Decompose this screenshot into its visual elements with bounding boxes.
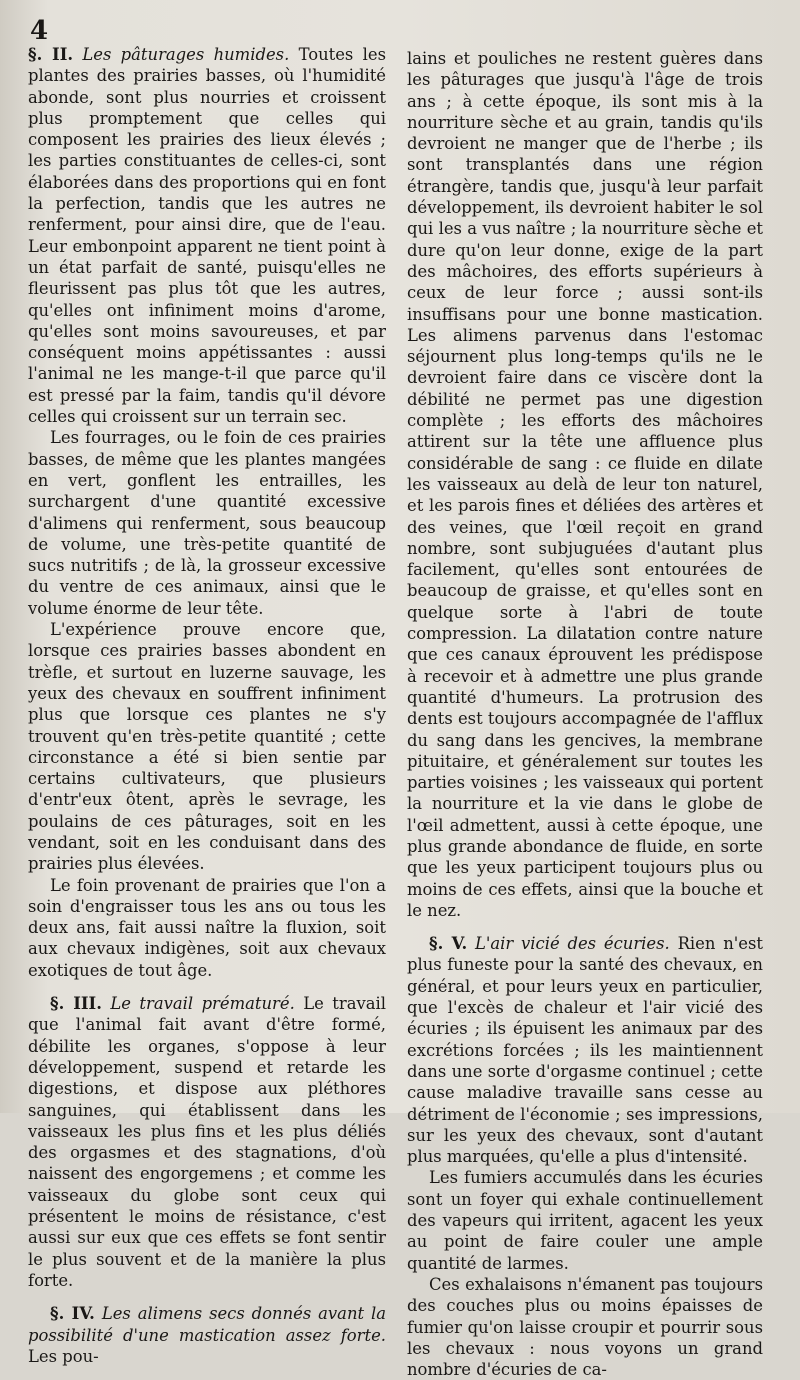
paragraph-text: Rien n'est plus funeste pour la santé des chevaux, en général, et pour leurs yeux en particulier, que l'excès de chaleur et l'air vicié des écuries ; ils épuisent les animaux par des excrétions forcées ; ils les maintiennent dans une sorte d'orgasme continuel ; cette cause maladive travaille sans cesse au détriment de l'économie ; ses impressions, sur les yeux des chevaux, sont d'autant plus marquées, qu'elle a plus d'intensité. bbox=[407, 934, 763, 1167]
paragraph: Ces exhalaisons n'émanent pas toujours des couches plus ou moins épaisses de fumier qu'on laisse croupir et pourrir sous les chevaux : nous voyons un grand nombre d'écuries de ca- bbox=[407, 1274, 763, 1380]
paragraph-text: Les pou- bbox=[28, 1346, 99, 1366]
section-paragraph bbox=[28, 1303, 386, 1367]
section-paragraph bbox=[407, 933, 763, 1167]
section-title: Le travail prématuré. bbox=[110, 994, 295, 1014]
paragraph: Le foin provenant de prairies que l'on a soin d'engraisser tous les ans ou tous les deux ans, fait aussi naître la fluxion, soit aux chevaux indigènes, soit aux chevaux exotiques de tout âge. bbox=[28, 875, 386, 980]
paragraph-text: Le travail que l'animal fait avant d'être formé, débilite les organes, s'oppose à leur développement, suspend et retarde les digestions, et dispose aux pléthores sanguines, qui établissent dans les vaisseaux les plus fins et les plus déliés des orgasmes et des stagnations, d'où naissent des engorgemens ; et comme les vaisseaux du globe sont ceux qui présentent le moins de résistance, c'est aussi sur eux que ces effets se font sentir le plus souvent et de la manière la plus forte. bbox=[28, 994, 387, 1290]
left-column bbox=[28, 44, 386, 1367]
page-number: 4 bbox=[30, 16, 49, 46]
section-paragraph bbox=[28, 993, 386, 1291]
section-title: Les alimens secs donnés avant la possibilité d'une mastication assez forte. bbox=[28, 1304, 386, 1345]
paragraph-text: Toutes les plantes des prairies basses, où l'humidité abonde, sont plus nourries et croissent plus promptement que celles qui composent les prairies des lieux élevés ; les parties constituantes de celles-ci, sont élaborées dans des proportions qui en font la perfection, tandis que les autres ne renferment, pour ainsi dire, que de l'eau. Leur embonpoint apparent ne tient point à un état parfait de santé, puisqu'elles ne fleurissent pas plus tôt que les autres, qu'elles ont infiniment moins d'arome, qu'elles sont moins savoureuses, et par conséquent moins appétissantes : aussi l'animal ne les mange-t-il que parce qu'il est pressé par la faim, tandis qu'il dévore celles qui croissent sur un terrain sec. bbox=[28, 45, 386, 427]
paragraph: Les fumiers accumulés dans les écuries sont un foyer qui exhale continuellement des vapeurs qui irritent, agacent les yeux au point de faire couler une ample quantité de larmes. bbox=[407, 1168, 763, 1273]
right-column bbox=[407, 48, 763, 1380]
paragraph: L'expérience prouve encore que, lorsque ces prairies basses abondent en trèfle, et surtout en luzerne sauvage, les yeux des chevaux en souffrent infiniment plus que lorsque ces plantes ne s'y trouvent qu'en très-petite quantité ; cette circonstance a été si bien sentie par certains cultivateurs, que plusieurs d'entr'eux ôtent, après le sevrage, les poulains de ces pâturages, soit en les vendant, soit en les conduisant dans des prairies plus élevées. bbox=[28, 620, 386, 874]
section-title: Les pâturages humides. bbox=[82, 45, 290, 64]
section-label: §. II. bbox=[28, 45, 74, 64]
section-label: §. III. bbox=[50, 994, 102, 1014]
section-title: L'air vicié des écuries. bbox=[474, 934, 670, 954]
section-label: §. IV. bbox=[50, 1304, 95, 1324]
section-label: §. V. bbox=[429, 934, 468, 954]
section-paragraph bbox=[28, 44, 386, 427]
paragraph: Les fourrages, ou le foin de ces prairies basses, de même que les plantes mangées en vert, gonflent les entrailles, les surchargent d'une quantité excessive d'alimens qui renferment, sous beaucoup de volume, une très-petite quantité de sucs nutritifs ; de là, la grosseur excessive du ventre de ces animaux, ainsi que le volume énorme de leur tête. bbox=[28, 428, 386, 618]
paragraph-continued: lains et pouliches ne restent guères dans les pâturages que jusqu'à l'âge de trois ans ; à cette époque, ils sont mis à la nourriture sèche et au grain, tandis qu'ils devroient ne manger que de l'herbe ; ils sont transplantés dans une région étrangère, tandis que, jusqu'à leur parfait développement, ils devroient habiter le sol qui les a vus naître ; la nourriture sèche et dure qu'on leur donne, exige de la part des mâchoires, des efforts supérieurs à ceux de leur force ; aussi sont-ils insuffisans pour une bonne mastication. Les alimens parvenus dans l'estomac séjournent plus long-temps qu'ils ne le devroient faire dans ce viscère dont la débilité ne permet pas une digestion complète ; les efforts des mâchoires attirent sur la tête une affluence plus considérable de sang : ce fluide en dilate les vaisseaux au delà de leur ton naturel, et les parois fines et déliées des artères et des veines, que l'œil reçoit en grand nombre, sont subjuguées d'autant plus facilement, qu'elles sont entourées de beaucoup de graisse, et qu'elles sont en quelque sorte à l'abri de toute compression. La dilatation contre nature que ces canaux éprouvent les prédispose à recevoir et à admettre une plus grande quantité d'humeurs. La protrusion des dents est toujours accompagnée de l'afflux du sang dans les gencives, la membrane pituitaire, et généralement sur toutes les parties voisines ; les vaisseaux qui portent la nourriture et la vie dans le globe de l'œil admettent, aussi à cette époque, une plus grande abondance de fluide, en sorte que les yeux participent toujours plus ou moins de ces effets, ainsi que la bouche et le nez. bbox=[407, 49, 763, 920]
